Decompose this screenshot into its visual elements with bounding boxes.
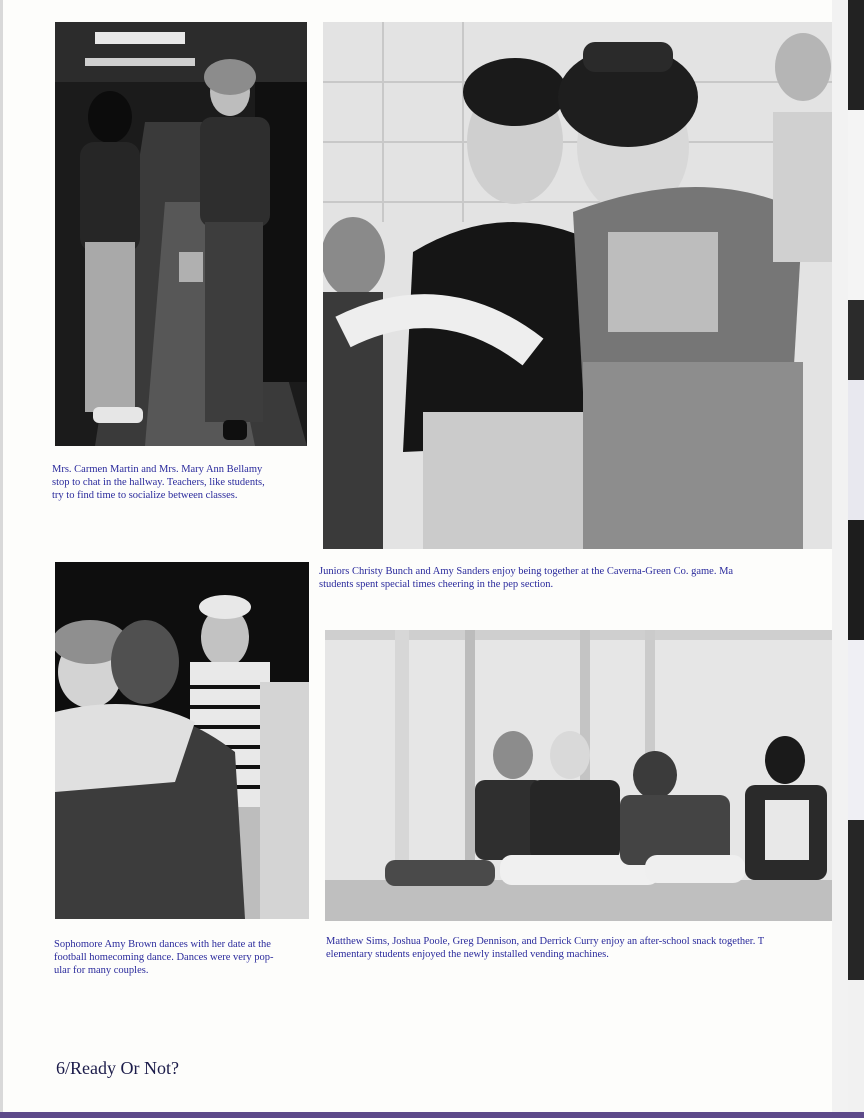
page-folio: 6/Ready Or Not? — [56, 1058, 179, 1078]
snack-photo-image — [325, 630, 832, 921]
juniors-caption: Juniors Christy Bunch and Amy Sanders enjoy being together at the Caverna-Green Co. game. Ma students spent special times cheering in the pep section. — [319, 566, 734, 590]
juniors-photo-image — [323, 22, 832, 549]
facing-page-edge — [848, 0, 864, 1118]
hallway-photo-image — [55, 22, 307, 446]
dance-caption: Sophomore Amy Brown dances with her date at the football homecoming dance. Dances were very pop- ular for many couples. — [54, 939, 274, 976]
snack-photo — [325, 630, 832, 921]
juniors-photo — [323, 22, 832, 549]
hallway-photo — [55, 22, 307, 446]
hallway-caption: Mrs. Carmen Martin and Mrs. Mary Ann Bellamy stop to chat in the hallway. Teachers, like students, try to find time to socialize between classes. — [52, 464, 265, 501]
page-left-edge — [0, 0, 3, 1118]
dance-photo-image — [55, 562, 309, 919]
page-bottom-edge — [0, 1112, 864, 1118]
dance-photo — [55, 562, 309, 919]
snack-caption: Matthew Sims, Joshua Poole, Greg Dennison, and Derrick Curry enjoy an after-school snack together. T elementary students enjoyed the newly installed vending machines. — [326, 936, 765, 960]
